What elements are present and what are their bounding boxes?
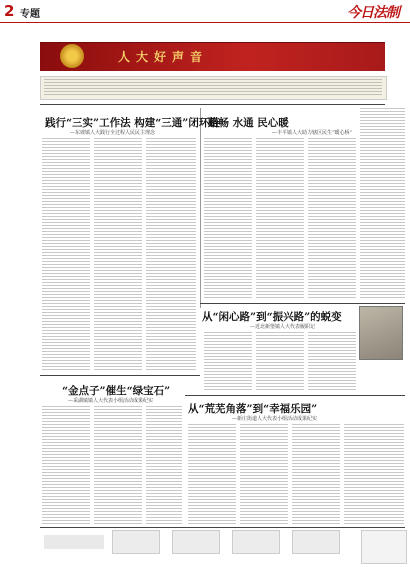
qr-code	[112, 530, 160, 554]
article-subhead: —近北新堡镇人大代表履职记	[250, 324, 316, 330]
feature-banner	[40, 42, 385, 71]
article-subhead: —丰平镇人大助力辖区民生“暖心桥”	[272, 130, 353, 136]
article-headline: 从“荒芜角落”到“幸福乐园”	[188, 403, 318, 415]
article-body	[188, 424, 236, 524]
article-subhead: —新庄街道人大代表小组活动成果纪实	[232, 416, 318, 422]
section-divider	[185, 395, 405, 396]
article-body	[94, 406, 142, 524]
article-headline: “金点子”催生“绿宝石”	[62, 385, 171, 397]
section-divider	[200, 303, 405, 304]
article-headline: 路畅 水通 民心暖	[208, 117, 289, 129]
section-divider	[40, 104, 385, 105]
section-title: 专题	[20, 9, 40, 20]
article-photo	[359, 306, 403, 360]
article-body	[204, 332, 252, 390]
qr-code	[292, 530, 340, 554]
article-body	[292, 424, 340, 524]
paper-logo: 今日法制	[347, 5, 399, 21]
editor-credits	[361, 530, 407, 564]
left-margin	[0, 22, 38, 567]
column-divider	[200, 108, 201, 308]
article-body	[360, 108, 405, 298]
article-body	[94, 138, 142, 370]
article-body	[42, 138, 90, 370]
emblem-icon	[60, 44, 84, 68]
article-body	[344, 424, 404, 524]
section-divider	[40, 375, 200, 376]
article-headline: 践行“三实”工作法 构建“三通”闭环链	[45, 117, 220, 129]
intro-text	[44, 79, 382, 95]
qr-code	[172, 530, 220, 554]
article-headline: 从“闲心路”到“振兴路”的蜕变	[202, 311, 342, 323]
footer-note	[44, 535, 104, 549]
article-body	[42, 406, 90, 524]
banner-title: 人大好声音	[118, 50, 209, 64]
article-body	[308, 332, 356, 390]
article-body	[256, 332, 304, 390]
article-body	[204, 138, 252, 298]
qr-code	[232, 530, 280, 554]
page-number: 2	[4, 2, 15, 20]
article-subhead: —采湖镇镇人大代表小组活动成果纪实	[68, 398, 154, 404]
article-body	[308, 138, 356, 298]
article-body	[240, 424, 288, 524]
article-body	[146, 138, 196, 370]
article-body	[146, 406, 182, 524]
article-subhead: —东坡镇人大践行全过程人民民主理念	[70, 130, 156, 136]
footer-rule	[40, 527, 405, 528]
article-body	[256, 138, 304, 298]
